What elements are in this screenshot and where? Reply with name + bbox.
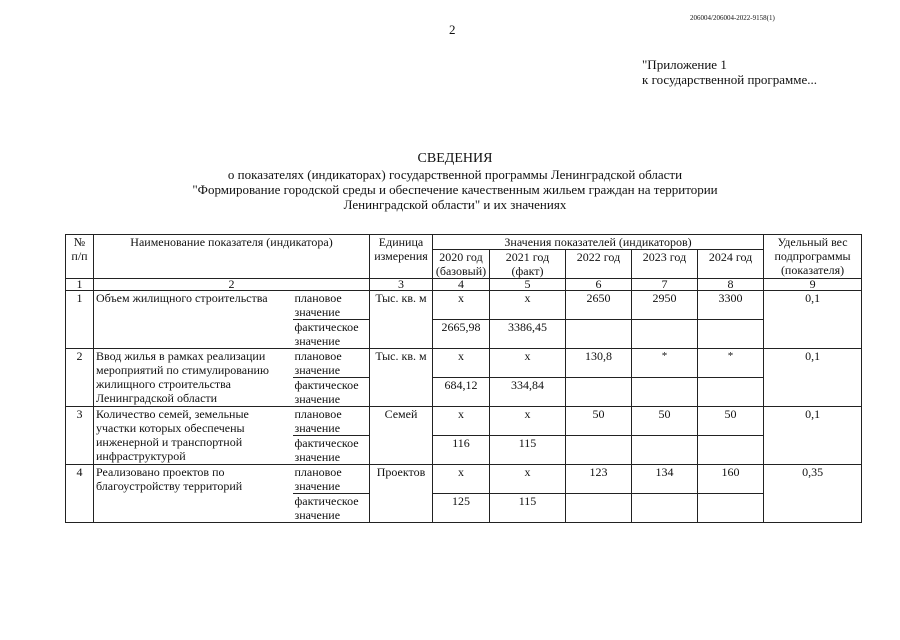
row-number: 1	[66, 291, 94, 349]
value-cell: 130,8	[566, 349, 632, 378]
title-line-3: Ленинградской области" и их значениях	[343, 197, 567, 212]
value-cell: 334,84	[490, 378, 566, 407]
row-number: 3	[66, 407, 94, 465]
value-cell: х	[433, 291, 490, 320]
appendix-line-2: к государственной программе...	[642, 72, 817, 87]
value-cell	[566, 378, 632, 407]
page-number: 2	[449, 22, 456, 37]
value-cell: 123	[566, 465, 632, 494]
column-number: 1	[66, 279, 94, 291]
column-number: 5	[490, 279, 566, 291]
indicator-name: Ввод жилья в рамках реализации мероприятий по стимулированию жилищного строительства Ленинградской области	[94, 349, 293, 407]
plan-label: плановое значение	[293, 349, 370, 378]
value-cell: х	[490, 349, 566, 378]
value-cell	[632, 494, 698, 523]
document-title	[120, 151, 790, 212]
value-cell: *	[632, 349, 698, 378]
value-cell	[698, 436, 764, 465]
value-cell	[566, 494, 632, 523]
value-cell: 115	[490, 436, 566, 465]
value-cell: х	[433, 465, 490, 494]
value-cell: 684,12	[433, 378, 490, 407]
fact-label: фактическое значение	[293, 320, 370, 349]
indicators-table	[65, 234, 862, 523]
indicator-name: Количество семей, земельные участки которых обеспечены инженерной и транспортной инфраструктурой	[94, 407, 293, 465]
header-unit: Единица измерения	[370, 235, 433, 279]
appendix-note	[642, 57, 817, 87]
column-number: 2	[94, 279, 370, 291]
value-cell: 2665,98	[433, 320, 490, 349]
value-cell: 3300	[698, 291, 764, 320]
value-cell	[698, 320, 764, 349]
value-cell: 160	[698, 465, 764, 494]
value-cell: *	[698, 349, 764, 378]
value-cell: 50	[632, 407, 698, 436]
weight-cell: 0,35	[764, 465, 862, 523]
value-cell: 50	[566, 407, 632, 436]
title-heading: СВЕДЕНИЯ	[417, 151, 493, 166]
value-cell: 2650	[566, 291, 632, 320]
header-num: № п/п	[66, 235, 94, 279]
column-number: 9	[764, 279, 862, 291]
plan-label: плановое значение	[293, 465, 370, 494]
plan-label: плановое значение	[293, 291, 370, 320]
value-cell: 50	[698, 407, 764, 436]
title-line-2: "Формирование городской среды и обеспечение качественным жильем граждан на территории	[192, 182, 718, 197]
value-cell: 3386,45	[490, 320, 566, 349]
table-row	[66, 291, 862, 320]
header-year-2021: 2021 год (факт)	[490, 250, 566, 279]
table-row	[66, 407, 862, 436]
document-id: 206004/206004-2022-9158(1)	[690, 14, 775, 22]
value-cell	[698, 378, 764, 407]
indicator-name: Реализовано проектов по благоустройству территорий	[94, 465, 293, 523]
value-cell: 125	[433, 494, 490, 523]
value-cell: 115	[490, 494, 566, 523]
unit-cell: Семей	[370, 407, 433, 465]
value-cell: х	[433, 407, 490, 436]
unit-cell: Тыс. кв. м	[370, 291, 433, 349]
value-cell: 134	[632, 465, 698, 494]
header-year-2024: 2024 год	[698, 250, 764, 279]
value-cell: 116	[433, 436, 490, 465]
indicator-name: Объем жилищного строительства	[94, 291, 293, 349]
unit-cell: Проектов	[370, 465, 433, 523]
fact-label: фактическое значение	[293, 494, 370, 523]
value-cell: х	[490, 465, 566, 494]
appendix-line-1: "Приложение 1	[642, 57, 727, 72]
column-number: 7	[632, 279, 698, 291]
unit-cell: Тыс. кв. м	[370, 349, 433, 407]
header-year-2023: 2023 год	[632, 250, 698, 279]
value-cell	[566, 320, 632, 349]
title-line-1: о показателях (индикаторах) государственной программы Ленинградской области	[227, 167, 683, 182]
row-number: 4	[66, 465, 94, 523]
header-year-2022: 2022 год	[566, 250, 632, 279]
header-weight: Удельный вес подпрограммы (показателя)	[764, 235, 862, 279]
value-cell: х	[490, 407, 566, 436]
value-cell	[698, 494, 764, 523]
fact-label: фактическое значение	[293, 436, 370, 465]
header-year-2020: 2020 год (базовый)	[433, 250, 490, 279]
table-row	[66, 349, 862, 378]
row-number: 2	[66, 349, 94, 407]
value-cell	[632, 436, 698, 465]
column-numbers-row	[66, 279, 862, 291]
weight-cell: 0,1	[764, 291, 862, 349]
table-row	[66, 465, 862, 494]
value-cell	[566, 436, 632, 465]
column-number: 4	[433, 279, 490, 291]
column-number: 3	[370, 279, 433, 291]
value-cell: х	[433, 349, 490, 378]
value-cell: 2950	[632, 291, 698, 320]
value-cell	[632, 320, 698, 349]
fact-label: фактическое значение	[293, 378, 370, 407]
value-cell: х	[490, 291, 566, 320]
column-number: 6	[566, 279, 632, 291]
weight-cell: 0,1	[764, 349, 862, 407]
plan-label: плановое значение	[293, 407, 370, 436]
column-number: 8	[698, 279, 764, 291]
value-cell	[632, 378, 698, 407]
header-values-group: Значения показателей (индикаторов)	[433, 235, 764, 250]
header-name: Наименование показателя (индикатора)	[94, 235, 370, 279]
weight-cell: 0,1	[764, 407, 862, 465]
